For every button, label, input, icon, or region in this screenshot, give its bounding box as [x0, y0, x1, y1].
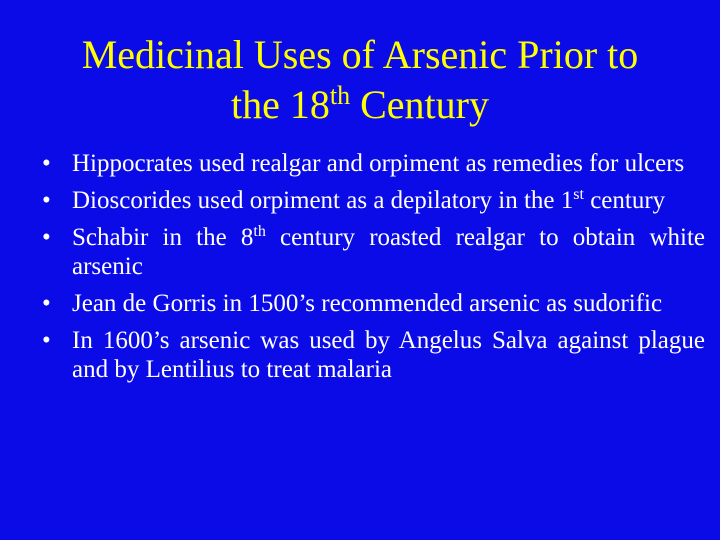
title-line-2-text: the 18 [231, 82, 330, 127]
bullet-icon: • [42, 150, 51, 177]
bullet-item [40, 186, 705, 215]
bullet-text: In 1600’s arsenic was used by Angelus Salva against plague and by Lentilius to treat malaria [72, 327, 705, 383]
bullet-text: Schabir in the 8 [72, 224, 254, 251]
bullet-superscript: st [573, 186, 584, 203]
bullet-text-end: century [583, 187, 666, 214]
bullet-item [40, 326, 705, 384]
title-superscript: th [329, 81, 351, 110]
bullet-icon: • [42, 327, 51, 354]
bullet-text: Dioscorides used orpiment as a depilatory in the 1 [72, 187, 574, 214]
bullet-superscript: th [253, 223, 266, 240]
slide-title [40, 30, 680, 130]
bullet-icon: • [42, 224, 51, 251]
bullet-icon: • [42, 290, 51, 317]
title-line-2-end: Century [350, 82, 489, 127]
bullet-text: Jean de Gorris in 1500’s recommended arsenic as sudorific [72, 290, 663, 317]
bullet-list [40, 149, 705, 392]
title-line-1: Medicinal Uses of Arsenic Prior to [81, 32, 639, 77]
bullet-text: Hippocrates used realgar and orpiment as remedies for ulcers [72, 150, 685, 177]
title-line-2 [40, 80, 680, 130]
bullet-item [40, 223, 705, 281]
bullet-item [40, 289, 705, 318]
bullet-icon: • [42, 187, 51, 214]
bullet-item [40, 149, 705, 178]
bullet-text-end: century roasted realgar to obtain white arsenic [72, 224, 705, 280]
